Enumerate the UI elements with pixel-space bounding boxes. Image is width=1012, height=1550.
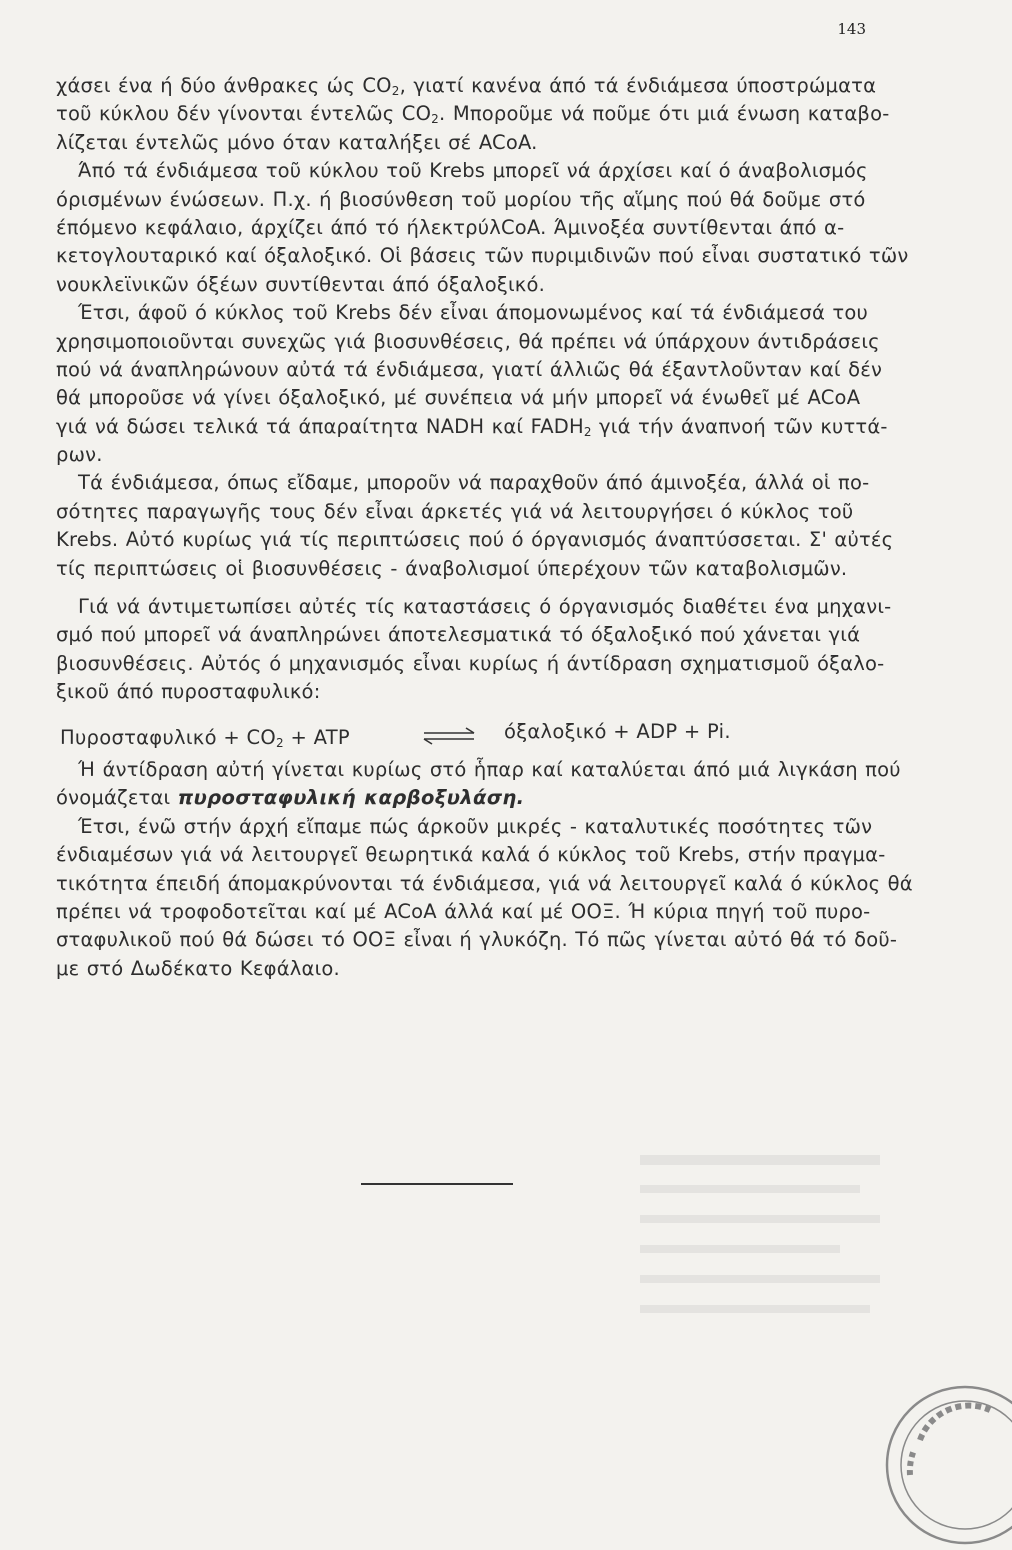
text-line: Άπό τά ένδιάμεσα τοῦ κύκλου τοῦ Krebs μπορεῖ νά άρχίσει καί ό άναβολισμός <box>78 159 868 183</box>
reaction-equation <box>56 720 886 752</box>
equilibrium-arrow-icon <box>422 724 476 748</box>
text-line: νουκλεϊνικῶν όξέων συντίθενται άπό όξαλοξικό. <box>56 272 546 296</box>
text-line: Τά ένδιάμεσα, όπως εἴδαμε, μποροῦν νά παραχθοῦν άπό άμινοξέα, άλλά οἱ πο- <box>78 471 870 495</box>
text-span: τοῦ κύκλου δέν γίνονται έντελῶς CO <box>56 102 432 126</box>
text-line: κετογλουταρικό καί όξαλοξικό. Οἱ βάσεις τῶν πυριμιδινῶν πού εἶναι συστατικό τῶν <box>56 244 909 268</box>
subscript: 2 <box>583 424 592 439</box>
subscript: 2 <box>276 736 284 750</box>
paragraph-5 <box>56 593 892 707</box>
text-line: έπόμενο κεφάλαιο, άρχίζει άπό τό ήλεκτρύλCoA. Άμινοξέα συντίθενται άπό α- <box>56 215 845 239</box>
body-text-top <box>56 72 909 707</box>
paragraph-6 <box>56 756 901 813</box>
subscript: 2 <box>391 84 400 98</box>
paragraph-3 <box>56 299 886 469</box>
text-line: βιοσυνθέσεις. Αὐτός ό μηχανισμός εἶναι κυρίως ή άντίδραση σχηματισμοῦ όξαλο- <box>56 651 885 675</box>
paragraph-1 <box>56 72 890 157</box>
text-span: γιά νά δώσει τελικά τά άπαραίτητα NADH καί FADH <box>56 414 584 438</box>
text-line: ρων. <box>56 443 103 467</box>
text-line: Krebs. Αὐτό κυρίως γιά τίς περιπτώσεις πού ό όργανισμός άναπτύσσεται. Σ' αὐτές <box>56 528 894 552</box>
library-stamp-icon <box>880 1380 1012 1550</box>
paragraph-gap <box>56 583 886 593</box>
body-text-bottom <box>56 756 913 983</box>
text-span: . Μποροῦμε νά ποῦμε ότι μιά ένωση καταβο- <box>439 102 890 126</box>
text-line: σμό πού μπορεῖ νά άναπληρώνει άποτελεσματικά τό όξαλοξικό πού χάνεται γιά <box>56 623 861 647</box>
paragraph-4 <box>56 469 894 583</box>
text-span: χάσει ένα ή δύο άνθρακες ώς CO <box>56 74 392 97</box>
text-line: με στό Δωδέκατο Κεφάλαιο. <box>56 956 340 980</box>
text-line: Έτσι, ένῶ στήν άρχή εἴπαμε πώς άρκοῦν μικρές - καταλυτικές ποσότητες τῶν <box>78 814 873 838</box>
text-span: Πυροσταφυλικό + CO <box>60 726 277 749</box>
text-line: τικότητα έπειδή άπομακρύνονται τά ένδιάμεσα, γιά νά λειτουργεῖ καλά ό κύκλος θά <box>56 871 913 895</box>
text-line: σταφυλικοῦ πού θά δώσει τό ΟΟΞ εἶναι ή γλυκόζη. Τό πῶς γίνεται αὐτό θά τό δοῦ- <box>56 928 898 952</box>
text-line: τίς περιπτώσεις οἱ βιοσυνθέσεις - άναβολισμοί ύπερέχουν τῶν καταβολισμῶν. <box>56 556 848 580</box>
text-line: σότητες παραγωγῆς τους δέν εἶναι άρκετές γιά νά λειτουργήσει ό κύκλος τοῦ <box>56 499 854 523</box>
paragraph-7 <box>56 813 913 983</box>
paragraph-2 <box>56 157 909 299</box>
text-line: Γιά νά άντιμετωπίσει αὐτές τίς καταστάσεις ό όργανισμός διαθέτει ένα μηχανι- <box>78 595 892 619</box>
text-span: γιά τήν άναπνοή τῶν κυττά- <box>591 414 888 438</box>
enzyme-name: πυροσταφυλική καρβοξυλάση. <box>177 786 525 810</box>
text-line: όρισμένων ένώσεων. Π.χ. ή βιοσύνθεση τοῦ μορίου τῆς αἵμης πού θά δοῦμε στό <box>56 187 866 211</box>
page-number: 143 <box>837 20 866 38</box>
text-line: ένδιαμέσων γιά νά λειτουργεῖ θεωρητικά καλά ό κύκλος τοῦ Krebs, στήν πραγμα- <box>56 843 886 867</box>
text-line: Ή άντίδραση αὐτή γίνεται κυρίως στό ἧπαρ καί καταλύεται άπό μιά λιγκάση πού <box>78 758 901 781</box>
text-line: ξικοῦ άπό πυροσταφυλικό: <box>56 680 321 704</box>
text-span: + ATP <box>283 726 350 749</box>
text-line: πρέπει νά τροφοδοτεῖται καί μέ ACoA άλλά καί μέ ΟΟΞ. Ή κύρια πηγή τοῦ πυρο- <box>56 899 871 923</box>
subscript: 2 <box>431 112 440 127</box>
text-line: πού νά άναπληρώνουν αὐτά τά ένδιάμεσα, γιατί άλλιῶς θά έξαντλοῦνταν καί δέν <box>56 357 883 381</box>
text-line: λίζεται έντελῶς μόνο όταν καταλήξει σέ ACoA. <box>56 130 538 154</box>
bleed-through-shadow <box>640 1155 880 1335</box>
text-line: χρησιμοποιοῦνται συνεχῶς γιά βιοσυνθέσεις, θά πρέπει νά ύπάρχουν άντιδράσεις <box>56 329 880 353</box>
text-line: θά μποροῦσε νά γίνει όξαλοξικό, μέ συνέπεια νά μήν μπορεῖ νά ένωθεῖ μέ ACoA <box>56 386 861 410</box>
equation-reactants <box>60 726 350 749</box>
text-line: Έτσι, άφοῦ ό κύκλος τοῦ Krebs δέν εἶναι άπομονωμένος καί τά ένδιάμεσά του <box>78 301 868 325</box>
text-line <box>56 784 886 812</box>
text-span: όνομάζεται <box>56 786 178 810</box>
text-line <box>56 413 886 441</box>
text-line <box>56 72 886 100</box>
text-span: , γιατί κανένα άπό τά ένδιάμεσα ύποστρώματα <box>399 74 877 97</box>
equation-products: όξαλοξικό + ADP + Pi. <box>504 720 731 743</box>
chapter-end-rule <box>361 1183 513 1185</box>
text-line <box>56 100 890 128</box>
